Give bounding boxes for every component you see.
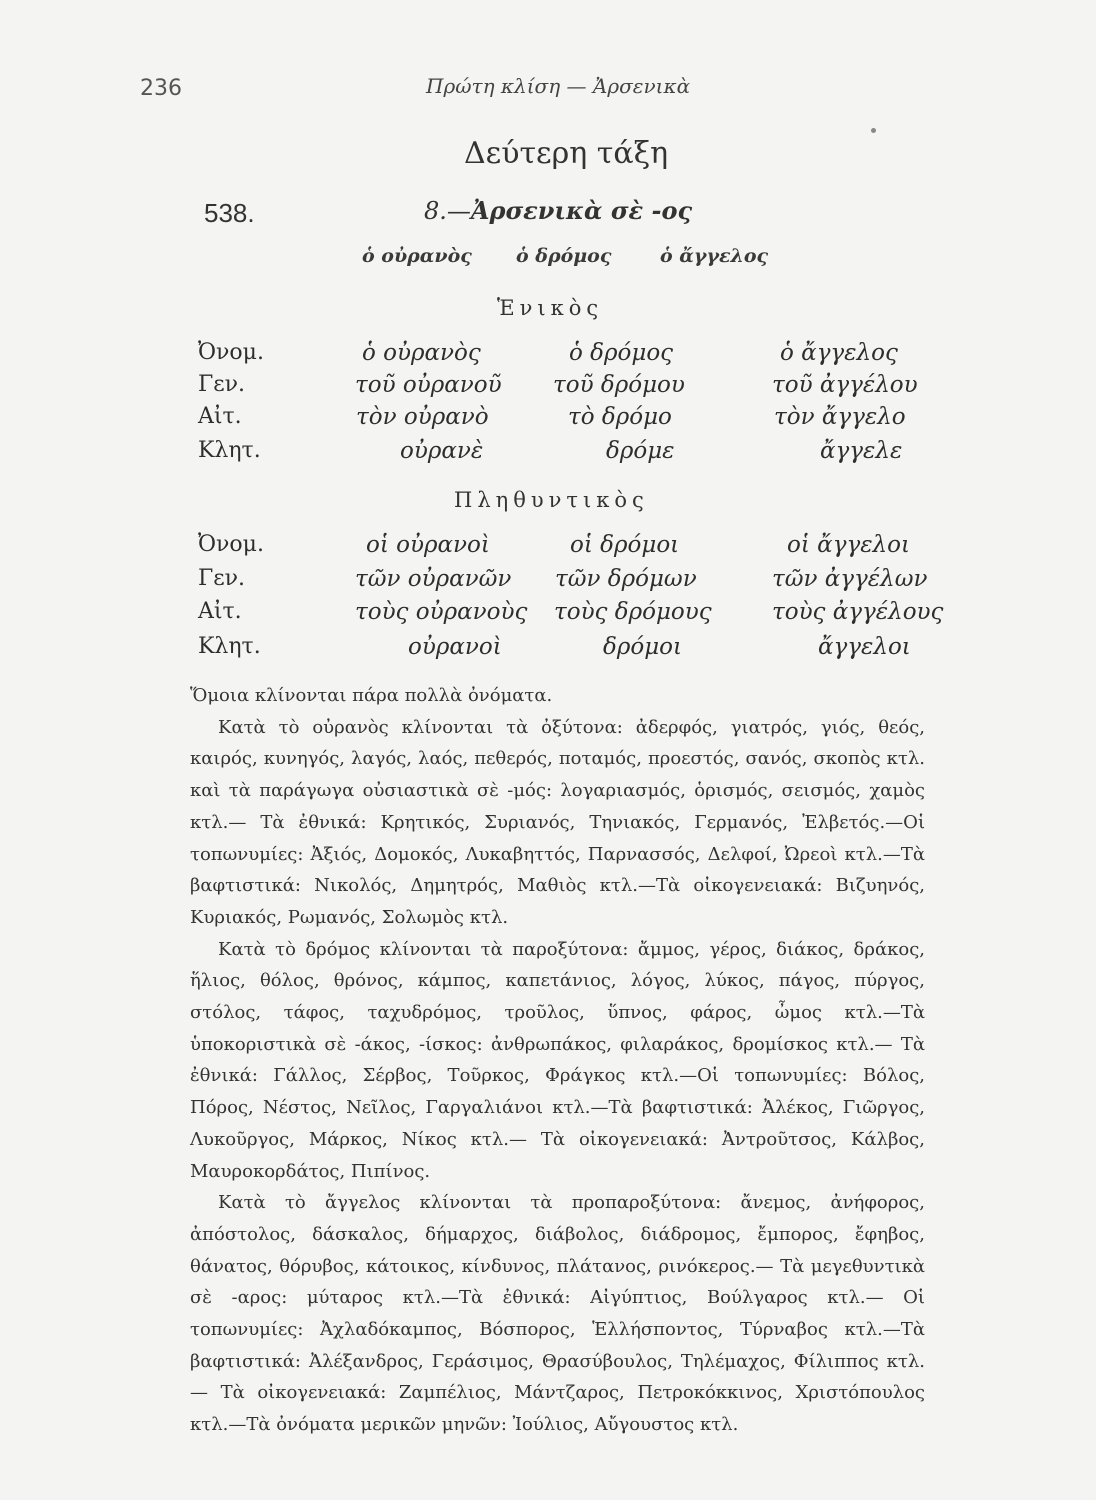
form-angelos: τῶν ἀγγέλων — [772, 566, 928, 592]
form-dromos: τῶν δρόμων — [555, 566, 697, 592]
example-word: ὁ ἄγγελος — [660, 245, 769, 267]
body-paragraph: Κατὰ τὸ ἄγγελος κλίνονται τὰ προπαροξύτονα: ἄνεμος, ἀνήφορος, ἀπόστολος, δάσκαλος, δήμαρχος, διάβολος, διάδρομος, ἔμπορος, ἔφηβος, θάνατος, θόρυβος, κάτοικος, κίνδυνος, πλάτανος, ρινόκερος.— Τὰ μεγεθυντικὰ σὲ -αρος: μύταρος κτλ.—Τὰ ἐθνικά: Αἰγύπτιος, Βούλγαρος κτλ.— Οἱ τοπωνυμίες: Ἀχλαδόκαμπος, Βόσπορος, Ἑλλήσποντος, Τύρναβος κτλ.—Τὰ βαφτιστικά: Ἀλέξανδρος, Γεράσιμος, Θρασύβουλος, Τηλέμαχος, Φίλιππος κτλ.— Τὰ οἰκογενειακά: Ζαμπέλιος, Μάντζαρος, Πετροκόκκινος, Χριστόπουλος κτλ.—Τὰ ὀνόματα μερικῶν μηνῶν: Ἰούλιος, Αὔγουστος κτλ. — [190, 1192, 925, 1436]
plural-heading: Πληθυντικὸς — [454, 488, 649, 512]
paragraph-number: 538. — [204, 198, 255, 228]
table-row — [0, 532, 1096, 566]
form-ouranos: οὐρανὲ — [400, 438, 484, 464]
case-label: Ὀνομ. — [198, 340, 264, 365]
form-dromos: ὁ δρόμος — [569, 340, 674, 366]
body-paragraph: Ὅμοια κλίνονται πάρα πολλὰ ὀνόματα. — [190, 685, 553, 706]
form-ouranos: τοῦ οὐρανοῦ — [355, 372, 502, 398]
case-label: Ὀνομ. — [198, 532, 264, 557]
example-word: ὁ δρόμος — [516, 245, 612, 267]
table-row — [0, 599, 1096, 633]
form-angelos: ἄγγελοι — [818, 634, 911, 660]
form-angelos: ἄγγελε — [820, 438, 903, 464]
case-label: Κλητ. — [198, 438, 261, 463]
form-dromos: τοῦ δρόμου — [553, 372, 685, 398]
table-row — [0, 566, 1096, 600]
form-angelos: οἱ ἄγγελοι — [787, 532, 910, 558]
running-head: Πρώτη κλίση — Ἀρσενικὰ — [426, 74, 691, 98]
form-angelos: ὁ ἄγγελος — [780, 340, 898, 366]
form-ouranos: τῶν οὐρανῶν — [355, 566, 512, 592]
form-ouranos: τοὺς οὐρανοὺς — [355, 599, 528, 625]
case-label: Κλητ. — [198, 634, 261, 659]
case-label: Αἰτ. — [198, 599, 242, 624]
form-dromos: δρόμε — [606, 438, 675, 464]
case-label: Γεν. — [198, 372, 246, 397]
form-dromos: δρόμοι — [603, 634, 683, 660]
form-dromos: τοὺς δρόμους — [554, 599, 712, 625]
form-angelos: τοὺς ἀγγέλους — [772, 599, 944, 625]
ink-dot — [871, 128, 876, 133]
body-paragraph: Κατὰ τὸ οὐρανὸς κλίνονται τὰ ὀξύτονα: ἀδερφός, γιατρός, γιός, θεός, καιρός, κυνηγός, λαγός, λαός, πεθερός, ποταμός, προεστός, σανός, σκοπὸς κτλ. καὶ τὰ παράγωγα οὐσιαστικὰ σὲ -μός: λογαριασμός, ὁρισμός, σεισμός, χαμὸς κτλ.— Τὰ ἐθνικά: Κρητικός, Συριανός, Τηνιακός, Γερμανός, Ἐλβετός.—Οἱ τοπωνυμίες: Ἀξιός, Δομοκός, Λυκαβηττός, Παρνασσός, Δελφοί, Ὠρεοὶ κτλ.—Τὰ βαφτιστικά: Νικολός, Δημητρός, Μαθιὸς κτλ.—Τὰ οἰκογενειακά: Βιζυηνός, Κυριακός, Ρωμανός, Σολωμὸς κτλ. — [190, 716, 925, 928]
heading-number: 8.— — [424, 197, 471, 225]
form-ouranos: τὸν οὐρανὸ — [356, 404, 489, 430]
table-row — [0, 372, 1096, 406]
form-angelos: τοῦ ἀγγέλου — [772, 372, 918, 398]
section-title: Δεύτερη τάξη — [464, 136, 669, 171]
form-angelos: τὸν ἄγγελο — [774, 404, 906, 430]
body-paragraph: Κατὰ τὸ δρόμος κλίνονται τὰ παροξύτονα: ἄμμος, γέρος, διάκος, δράκος, ἥλιος, θόλος, θρόνος, κάμπος, καπετάνιος, λόγος, λύκος, πάγος, πύργος, στόλος, τάφος, ταχυδρόμος, τροῦλος, ὕπνος, φάρος, ὦμος κτλ.—Τὰ ὑποκοριστικὰ σὲ -άκος, -ίσκος: ἀνθρωπάκος, φιλαράκος, δρομίσκος κτλ.— Τὰ ἐθνικά: Γάλλος, Σέρβος, Τοῦρκος, Φράγκος κτλ.—Οἱ τοπωνυμίες: Βόλος, Πόρος, Νέστος, Νεῖλος, Γαργαλιάνοι κτλ.—Τὰ βαφτιστικά: Ἀλέκος, Γιῶργος, Λυκοῦργος, Μάρκος, Νίκος κτλ.— Τὰ οἰκογενειακά: Ἀντροῦτσος, Κάλβος, Μαυροκορδάτος, Πιπίνος. — [190, 938, 925, 1182]
table-row — [0, 404, 1096, 438]
body-text — [190, 680, 925, 1441]
form-ouranos: ὁ οὐρανὸς — [362, 340, 481, 366]
example-word: ὁ οὐρανὸς — [362, 245, 472, 267]
case-label: Αἰτ. — [198, 404, 242, 429]
page-number: 236 — [140, 76, 182, 101]
table-row — [0, 438, 1096, 472]
table-row — [0, 340, 1096, 374]
form-dromos: οἱ δρόμοι — [570, 532, 680, 558]
case-label: Γεν. — [198, 566, 246, 591]
form-dromos: τὸ δρόμο — [568, 404, 672, 430]
form-ouranos: οὐρανοὶ — [408, 634, 502, 660]
table-row — [0, 634, 1096, 668]
singular-heading: Ἑνικὸς — [497, 296, 604, 320]
form-ouranos: οἱ οὐρανοὶ — [366, 532, 490, 558]
heading-text: Ἀρσενικὰ σὲ -ος — [470, 196, 693, 225]
declension-heading — [424, 196, 692, 225]
